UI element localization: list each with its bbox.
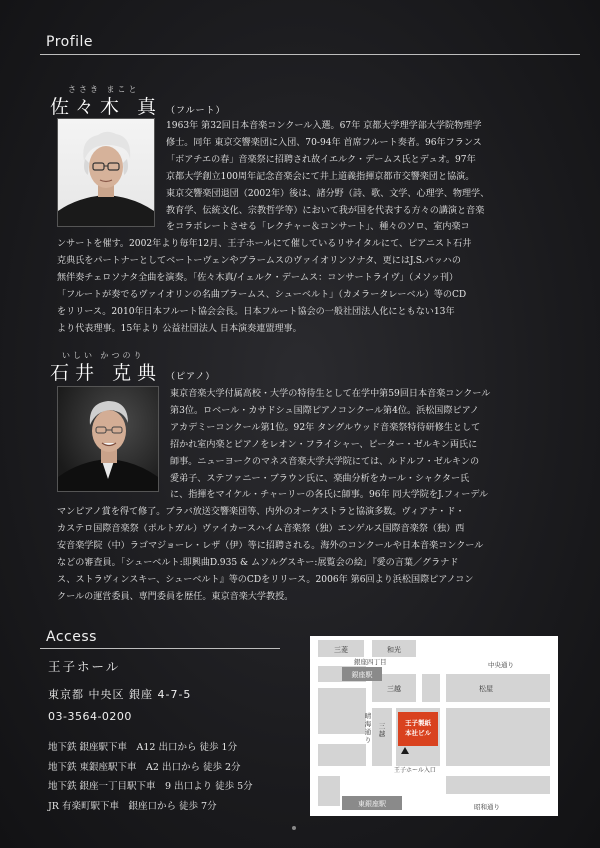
map-label-oji-building-line2: 本社ビル [405,729,431,737]
map-label-matsuya: 松屋 [479,685,493,693]
venue-name: 王子ホール [48,659,121,674]
map-label-mitsubishi: 三菱 [334,646,348,654]
person-1-bio [166,118,489,236]
person-2-instrument: （ピアノ） [166,372,216,382]
bio-line: 師事。ニューヨークのマネス音楽大学大学院にては、ルドルフ・ゼルキンの [170,456,480,467]
bio-line: 無伴奏チェロソナタ全曲を演奏。「佐々木真/イェルク・デームス：コンサートライヴ」（メソッ刊） [57,272,459,283]
route-item: 地下鉄 東銀座駅下車 A2 出口から 徒歩 2分 [48,761,241,773]
map-label-showa-dori: 昭和通り [474,803,500,811]
bio-line: カステロ国際音楽祭（ポルトガル）ヴァイカースハイム音楽祭（独）エンゲルス国際音楽祭（独）西 [57,523,465,534]
bio-line: などの審査員。「シューベルト:即興曲D.935 & ムソルグスキー:展覧会の絵」『愛の言葉／グラナド [57,557,459,568]
person-2-name-line [50,358,215,385]
bio-line: をリリース。2010年日本フルート協会会長。日本フルート協会の一般社団法人化にともない13年 [57,306,455,317]
route-item: 地下鉄 銀座一丁目駅下車 9 出口より 徒歩 5分 [48,781,253,792]
map-block [446,708,550,766]
map-block [422,674,440,702]
route-item: 地下鉄 銀座駅下車 A12 出口から 徒歩 1分 [48,742,238,753]
bio-line: より代表理事。15年より 公益社団法人 日本演奏連盟理事。 [57,323,302,334]
map-block [446,674,550,702]
page-marker-dot [292,826,296,830]
bio-line: 京都大学創立100周年記念音楽会にて井上道義指揮京都市交響楽団と協演。 [166,171,475,182]
bio-line: マンピアノ賞を得て修了。ブラバ放送交響楽団等、内外のオーケストラと協演多数。ヴィアナ・ド・ [57,507,465,517]
bio-line: アカデミーコンクール第1位。92年 タングルウッド音楽祭特待研修生として [170,422,481,433]
person-2-ruby: いしい かつのり [62,351,145,360]
harumi-char: り [364,736,372,744]
person-1-ruby: ささき まこと [68,85,140,94]
bio-line: 第3位。ロベール・カサドシュ国際ピアノコンクール第4位。浜松国際ピアノ [170,405,480,416]
harumi-char: 晴 [364,712,372,720]
map-block [318,776,340,806]
profile-heading: Profile [46,34,94,50]
person-1-name: 佐々木 真 [50,96,163,118]
bio-line: 1963年 第32回日本音楽コンクール入選。67年 京都大学理学部大学院物理学 [166,121,482,131]
bio-line: クールの運営委員、専門委員を歴任。東京音楽大学教授。 [57,591,294,602]
person-2-photo [57,386,159,492]
person-2-portrait [58,387,158,491]
profile-rule [40,54,580,55]
bio-line: 修士。同年 東京交響楽団に入団、70-94年 首席フルート奏者。96年フランス [166,137,482,148]
bio-line: に、指揮をマイケル・チャーリーの各氏に師事。96年 同大学院をJ.フィーデル [170,490,489,501]
bio-line: 招かれ室内楽とピアノをレオン・フライシャー、ピーター・ゼルキン両氏に [170,439,478,450]
route-item: JR 有楽町駅下車 銀座口から 徒歩 7分 [48,800,217,812]
bio-line: 東京音楽大学付属高校・大学の特待生として在学中第59回日本音楽コンクール [170,389,491,399]
access-heading: Access [46,629,97,645]
map-label-mitsukoshi-top: 三越 [387,685,401,693]
bio-line: ンサートを催す。2002年より毎年12月、王子ホールにて催しているリサイタルにて、ピアニスト石井 [57,239,472,249]
bio-line: をコラボレートさせる「レクチャー＆コンサート」、種々のソロ、室内楽コ [166,222,470,233]
map-block [318,744,366,766]
bio-line: 東京交響楽団退団（2002年）後は、諸分野（詩、歌、文学、心理学、物理学、 [166,188,490,199]
person-2-bio-full [57,504,483,605]
venue-address: 東京都 中央区 銀座 4-7-5 [48,688,192,701]
mitsukoshi-char: 越 [378,730,386,738]
map-label-harumi-dori [365,711,372,744]
map-label-oji-hall-entrance: 王子ホール入口 [394,767,436,774]
map-label-ginza-4chome: 銀座四丁目 [354,658,387,666]
harumi-char: 海 [364,720,372,728]
person-1-photo [57,118,155,227]
person-1-portrait [58,119,154,226]
map-block [318,688,366,734]
map-label-ginza-station: 銀座駅 [351,671,373,679]
access-rule [40,648,280,649]
route-list [48,738,253,816]
person-1-instrument: （フルート） [166,106,226,116]
bio-line: 克典氏をパートナーとしてベートーヴェンやブラームスのヴァイオリンソナタ、更にはJ.S.バッハの [57,255,461,266]
map-label-oji-building-line1: 王子製紙 [405,719,431,727]
map-label-mitsukoshi-side [379,722,386,738]
harumi-char: 通 [364,728,372,736]
bio-line: 「フルートが奏でるヴァイオリンの名曲ブラームス、シューベルト」（カメラータレーベル）等のCD [57,289,467,300]
person-1-name-line [50,92,226,119]
bio-line: 安音楽学院（中）ラゴマジョーレ・レザ（伊）等に招聘される。海外のコンクールや日本音楽コンクール [57,540,484,551]
person-2-bio [170,386,490,504]
map-block [446,776,550,794]
bio-line: 愛弟子、ステファニー・ブラウン氏に、楽曲分析をカール・シャクター氏 [170,473,470,484]
person-1-bio-full [57,236,471,337]
map-label-wako: 和光 [387,646,401,654]
bio-line: ス、ストラヴィンスキー、シューベルト』等のCDをリリース。2006年 第6回より浜松国際ピアノコン [57,574,474,585]
person-2-name: 石井 克典 [50,362,163,384]
bio-line: 教育学、伝統文化、宗教哲学等）において我が国を代表する方々の講演と音楽 [166,205,485,216]
map-label-higashi-ginza-station: 東銀座駅 [358,800,386,808]
access-map [310,636,558,816]
map-label-chuo-dori: 中央通り [488,661,514,669]
venue-phone: 03-3564-0200 [48,710,132,723]
bio-line: 「ボアチエの春」音楽祭に招聘され故イエルク・デームス氏とデュオ。97年 [166,154,476,165]
mitsukoshi-char: 三 [378,722,386,730]
